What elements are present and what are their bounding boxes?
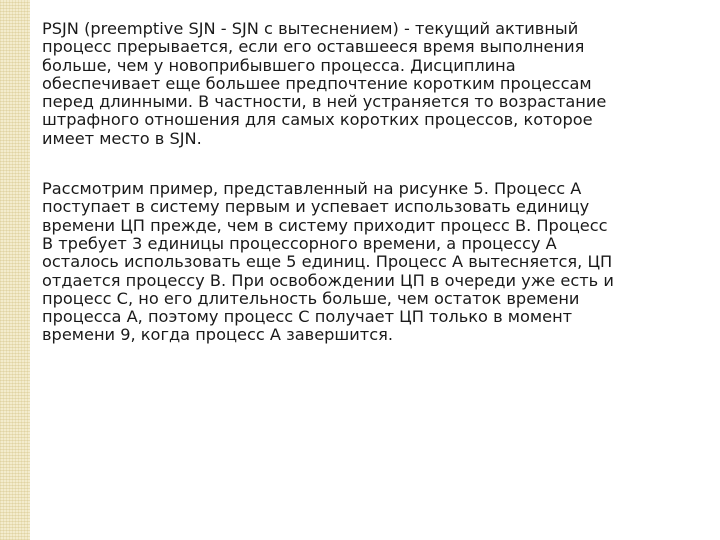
- paragraph-psjn-definition: [42, 20, 694, 148]
- text-line: времени ЦП прежде, чем в систему приходит процесс В. Процесс: [42, 215, 608, 235]
- decorative-side-stripe: [0, 0, 30, 540]
- text-line: обеспечивает еще большее предпочтение коротким процессам: [42, 73, 592, 93]
- text-line: перед длинными. В частности, в ней устраняется то возрастание: [42, 92, 607, 112]
- text-line: поступает в систему первым и успевает использовать единицу: [42, 197, 590, 217]
- paragraph-example: [42, 180, 694, 345]
- text-line: отдается процессу В. При освобождении ЦП в очереди уже есть и: [42, 270, 614, 290]
- text-line: процесс С, но его длительность больше, чем остаток времени: [42, 288, 580, 308]
- text-line: времени 9, когда процесс А завершится.: [42, 325, 393, 345]
- slide-body-text: [42, 20, 694, 345]
- text-line: осталось использовать еще 5 единиц. Процесс А вытесняется, ЦП: [42, 252, 613, 272]
- text-line: Рассмотрим пример, представленный на рисунке 5. Процесс А: [42, 179, 582, 199]
- text-line: процесса А, поэтому процесс С получает ЦП только в момент: [42, 307, 573, 327]
- text-line: больше, чем у новоприбывшего процесса. Дисциплина: [42, 55, 516, 75]
- text-line: штрафного отношения для самых коротких процессов, которое: [42, 110, 593, 130]
- text-line: PSJN (preemptive SJN - SJN с вытеснением) - текущий активный: [42, 19, 579, 38]
- text-line: имеет место в SJN.: [42, 128, 202, 148]
- text-line: В требует 3 единицы процессорного времени, а процессу А: [42, 233, 557, 253]
- text-line: процесс прерывается, если его оставшееся время выполнения: [42, 37, 585, 57]
